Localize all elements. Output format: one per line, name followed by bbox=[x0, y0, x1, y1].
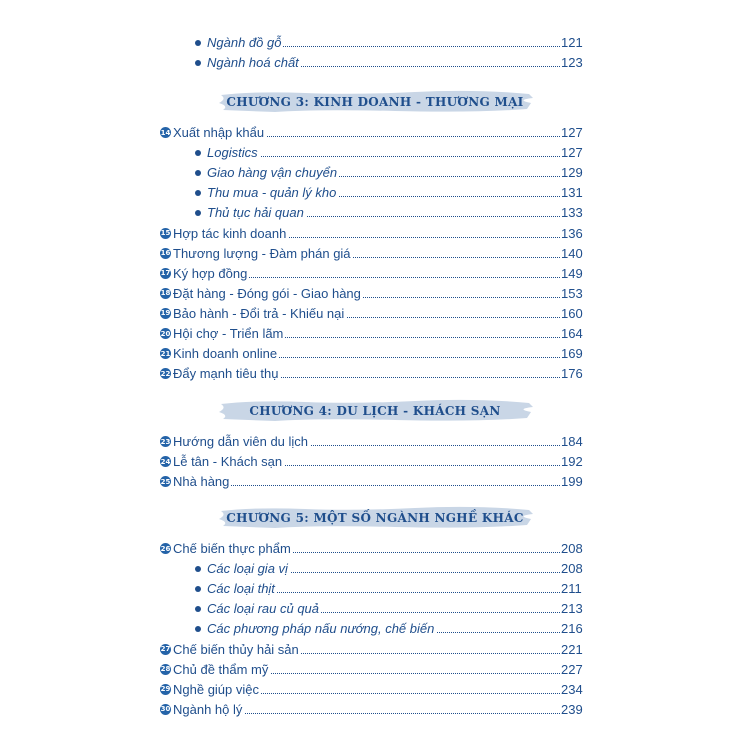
entry-title: Chế biến thủy hải sản bbox=[173, 640, 301, 660]
toc-entry[interactable] bbox=[0, 284, 750, 304]
entry-number-badge: 14 bbox=[160, 128, 171, 137]
entry-page-number: 169 bbox=[561, 344, 587, 364]
toc-entry[interactable] bbox=[0, 452, 750, 472]
entry-page-number: 221 bbox=[561, 640, 587, 660]
chapter-heading bbox=[215, 89, 535, 115]
entry-number-badge: 30 bbox=[160, 705, 171, 714]
toc-entry[interactable] bbox=[0, 33, 750, 53]
entry-number-badge: 23 bbox=[160, 437, 171, 446]
toc-entry[interactable] bbox=[0, 163, 750, 183]
entry-title: Thương lượng - Đàm phán giá bbox=[173, 244, 353, 264]
toc-entry[interactable] bbox=[0, 224, 750, 244]
toc-entry[interactable] bbox=[0, 364, 750, 384]
entry-title: Chế biến thực phẩm bbox=[173, 539, 293, 559]
entry-number-badge: 28 bbox=[160, 665, 171, 674]
entry-page-number: 211 bbox=[561, 579, 587, 599]
entry-title: Xuất nhập khẩu bbox=[173, 123, 266, 143]
toc-entry[interactable] bbox=[0, 559, 750, 579]
chapter-title: CHƯƠNG 3: KINH DOANH - THƯƠNG MẠI bbox=[226, 95, 524, 109]
entry-page-number: 136 bbox=[561, 224, 587, 244]
entry-title: Các phương pháp nấu nướng, chế biến bbox=[207, 619, 436, 639]
bullet-icon bbox=[195, 210, 201, 216]
entry-title: Giao hàng vận chuyển bbox=[207, 163, 339, 183]
entry-number-badge: 26 bbox=[160, 544, 171, 553]
entry-number-badge: 15 bbox=[160, 229, 171, 237]
bullet-icon bbox=[195, 60, 201, 66]
chapter-heading bbox=[215, 505, 535, 531]
chapter-title: CHƯƠNG 4: DU LỊCH - KHÁCH SẠN bbox=[249, 404, 501, 418]
entry-title: Bảo hành - Đổi trả - Khiếu nại bbox=[173, 304, 346, 324]
toc-entry[interactable] bbox=[0, 660, 750, 680]
entry-title: Hướng dẫn viên du lịch bbox=[173, 432, 310, 452]
toc-entry[interactable] bbox=[0, 344, 750, 364]
entry-page-number: 140 bbox=[561, 244, 587, 264]
entry-number-badge: 29 bbox=[160, 685, 171, 694]
entry-page-number: 184 bbox=[561, 432, 587, 452]
entry-number-badge: 16 bbox=[160, 249, 171, 258]
entry-page-number: 199 bbox=[561, 472, 587, 492]
entry-page-number: 234 bbox=[561, 680, 587, 700]
toc-entry[interactable] bbox=[0, 599, 750, 619]
bullet-icon bbox=[195, 566, 201, 572]
entry-number-badge: 27 bbox=[160, 645, 171, 653]
entry-page-number: 160 bbox=[561, 304, 587, 324]
entry-page-number: 208 bbox=[561, 539, 587, 559]
toc-entry[interactable] bbox=[0, 123, 750, 143]
toc-entry[interactable] bbox=[0, 143, 750, 163]
entry-page-number: 131 bbox=[561, 183, 587, 203]
entry-number-badge: 25 bbox=[160, 477, 171, 486]
toc-entry[interactable] bbox=[0, 579, 750, 599]
bullet-icon bbox=[195, 40, 201, 46]
toc-entry[interactable] bbox=[0, 700, 750, 720]
entry-page-number: 192 bbox=[561, 452, 587, 472]
entry-page-number: 127 bbox=[561, 123, 587, 143]
entry-number-badge: 24 bbox=[160, 457, 171, 466]
entry-title: Các loại rau củ quả bbox=[207, 599, 321, 619]
entry-page-number: 239 bbox=[561, 700, 587, 720]
toc-entry[interactable] bbox=[0, 324, 750, 344]
entry-title: Đẩy mạnh tiêu thụ bbox=[173, 364, 281, 384]
entry-page-number: 153 bbox=[561, 284, 587, 304]
toc-entry[interactable] bbox=[0, 264, 750, 284]
entry-page-number: 123 bbox=[561, 53, 587, 73]
entry-title: Lễ tân - Khách sạn bbox=[173, 452, 284, 472]
entry-title: Ngành hoá chất bbox=[207, 53, 301, 73]
entry-title: Kinh doanh online bbox=[173, 344, 279, 364]
bullet-icon bbox=[195, 626, 201, 632]
entry-title: Nhà hàng bbox=[173, 472, 231, 492]
dot-leader bbox=[210, 156, 560, 157]
entry-title: Ký hợp đồng bbox=[173, 264, 249, 284]
entry-number-badge: 20 bbox=[160, 329, 171, 338]
entry-title: Nghề giúp việc bbox=[173, 680, 261, 700]
toc-entry[interactable] bbox=[0, 640, 750, 660]
toc-entry[interactable] bbox=[0, 680, 750, 700]
entry-number-badge: 19 bbox=[160, 309, 171, 318]
entry-number-badge: 21 bbox=[160, 349, 171, 358]
entry-page-number: 216 bbox=[561, 619, 587, 639]
entry-page-number: 208 bbox=[561, 559, 587, 579]
bullet-icon bbox=[195, 606, 201, 612]
chapter-heading bbox=[215, 398, 535, 424]
entry-page-number: 129 bbox=[561, 163, 587, 183]
entry-title: Logistics bbox=[207, 143, 260, 163]
entry-title: Đặt hàng - Đóng gói - Giao hàng bbox=[173, 284, 363, 304]
entry-title: Ngành hộ lý bbox=[173, 700, 244, 720]
entry-title: Các loại thịt bbox=[207, 579, 277, 599]
bullet-icon bbox=[195, 150, 201, 156]
entry-page-number: 164 bbox=[561, 324, 587, 344]
toc-entry[interactable] bbox=[0, 183, 750, 203]
toc-entry[interactable] bbox=[0, 53, 750, 73]
toc-entry[interactable] bbox=[0, 539, 750, 559]
toc-entry[interactable] bbox=[0, 244, 750, 264]
entry-title: Ngành đồ gỗ bbox=[207, 33, 283, 53]
entry-title: Chủ đề thẩm mỹ bbox=[173, 660, 270, 680]
entry-title: Hội chợ - Triển lãm bbox=[173, 324, 285, 344]
entry-page-number: 213 bbox=[561, 599, 587, 619]
entry-page-number: 149 bbox=[561, 264, 587, 284]
entry-number-badge: 18 bbox=[160, 289, 171, 298]
entry-page-number: 121 bbox=[561, 33, 587, 53]
entry-number-badge: 17 bbox=[160, 269, 171, 278]
entry-page-number: 133 bbox=[561, 203, 587, 223]
entry-page-number: 176 bbox=[561, 364, 587, 384]
entry-page-number: 127 bbox=[561, 143, 587, 163]
chapter-title: CHƯƠNG 5: MỘT SỐ NGÀNH NGHỀ KHÁC bbox=[226, 511, 524, 525]
toc-entry[interactable] bbox=[0, 304, 750, 324]
toc-entry[interactable] bbox=[0, 203, 750, 223]
toc-entry[interactable] bbox=[0, 619, 750, 639]
entry-page-number: 227 bbox=[561, 660, 587, 680]
entry-title: Thu mua - quản lý kho bbox=[207, 183, 338, 203]
toc-entry[interactable] bbox=[0, 432, 750, 452]
entry-title: Thủ tục hải quan bbox=[207, 203, 306, 223]
bullet-icon bbox=[195, 586, 201, 592]
entry-number-badge: 22 bbox=[160, 369, 171, 378]
dot-leader bbox=[180, 485, 560, 486]
toc-entry[interactable] bbox=[0, 472, 750, 492]
entry-title: Các loại gia vị bbox=[207, 559, 290, 579]
bullet-icon bbox=[195, 190, 201, 196]
bullet-icon bbox=[195, 170, 201, 176]
entry-title: Hợp tác kinh doanh bbox=[173, 224, 288, 244]
